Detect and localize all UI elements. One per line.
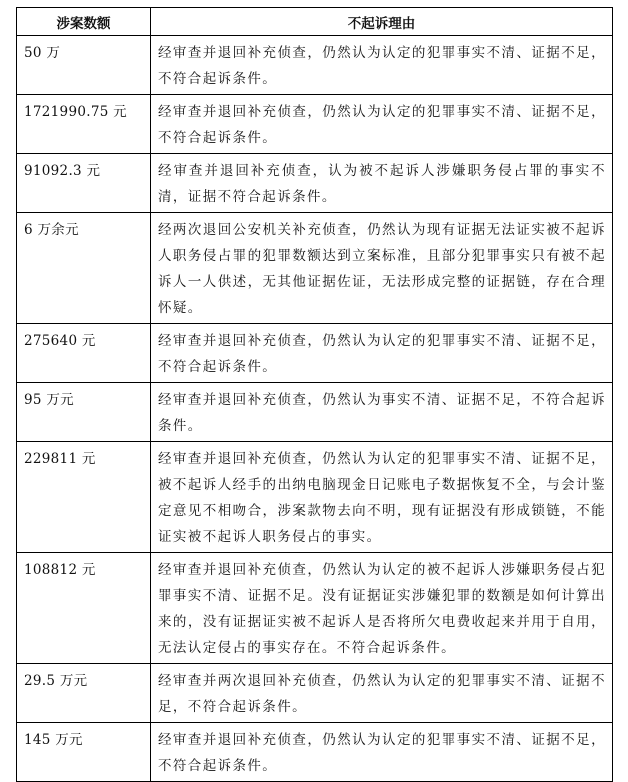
case-table-container: [16, 7, 613, 782]
cell-amount: 91092.3 元: [17, 154, 151, 213]
cell-reason: 经审查并两次退回补充侦查，仍然认为认定的犯罪事实不清、证据不足，不符合起诉条件。: [151, 664, 613, 723]
cell-reason: 经审查并退回补充侦查，认为被不起诉人涉嫌职务侵占罪的事实不清，证据不符合起诉条件。: [151, 154, 613, 213]
cell-reason: 经审查并退回补充侦查，仍然认为认定的犯罪事实不清、证据不足，不符合起诉条件。: [151, 723, 613, 782]
table-row: [17, 442, 613, 553]
cell-reason: 经两次退回公安机关补充侦查，仍然认为现有证据无法证实被不起诉人职务侵占罪的犯罪数额达到立案标准，且部分犯罪事实只有被不起诉人一人供述，无其他证据佐证，无法形成完整的证据链，存在合理怀疑。: [151, 213, 613, 324]
cell-amount: 1721990.75 元: [17, 95, 151, 154]
cell-amount: 95 万元: [17, 383, 151, 442]
cell-reason: 经审查并退回补充侦查，仍然认为认定的被不起诉人涉嫌职务侵占犯罪事实不清、证据不足。没有证据证实涉嫌犯罪的数额是如何计算出来的，没有证据证实被不起诉人是否将所欠电费收起来并用于自用，无法认定侵占的事实存在。不符合起诉条件。: [151, 553, 613, 664]
table-row: [17, 154, 613, 213]
cell-amount: 29.5 万元: [17, 664, 151, 723]
header-amount: 涉案数额: [17, 8, 151, 36]
table-header-row: [17, 8, 613, 36]
cell-amount: 50 万: [17, 36, 151, 95]
cell-reason: 经审查并退回补充侦查，仍然认为认定的犯罪事实不清、证据不足，不符合起诉条件。: [151, 324, 613, 383]
table-row: [17, 553, 613, 664]
header-reason: 不起诉理由: [151, 8, 613, 36]
cell-reason: 经审查并退回补充侦查，仍然认为事实不清、证据不足，不符合起诉条件。: [151, 383, 613, 442]
cell-amount: 108812 元: [17, 553, 151, 664]
cell-amount: 145 万元: [17, 723, 151, 782]
table-row: [17, 324, 613, 383]
table-row: [17, 723, 613, 782]
cell-reason: 经审查并退回补充侦查，仍然认为认定的犯罪事实不清、证据不足，不符合起诉条件。: [151, 95, 613, 154]
table-row: [17, 213, 613, 324]
cell-amount: 229811 元: [17, 442, 151, 553]
table-row: [17, 95, 613, 154]
case-table: [16, 7, 613, 782]
table-row: [17, 664, 613, 723]
cell-amount: 6 万余元: [17, 213, 151, 324]
table-row: [17, 383, 613, 442]
cell-amount: 275640 元: [17, 324, 151, 383]
cell-reason: 经审查并退回补充侦查，仍然认为认定的犯罪事实不清、证据不足，被不起诉人经手的出纳电脑现金日记账电子数据恢复不全，与会计鉴定意见不相吻合，涉案款物去向不明，现有证据没有形成锁链，不能证实被不起诉人职务侵占的事实。: [151, 442, 613, 553]
cell-reason: 经审查并退回补充侦查，仍然认为认定的犯罪事实不清、证据不足，不符合起诉条件。: [151, 36, 613, 95]
table-row: [17, 36, 613, 95]
